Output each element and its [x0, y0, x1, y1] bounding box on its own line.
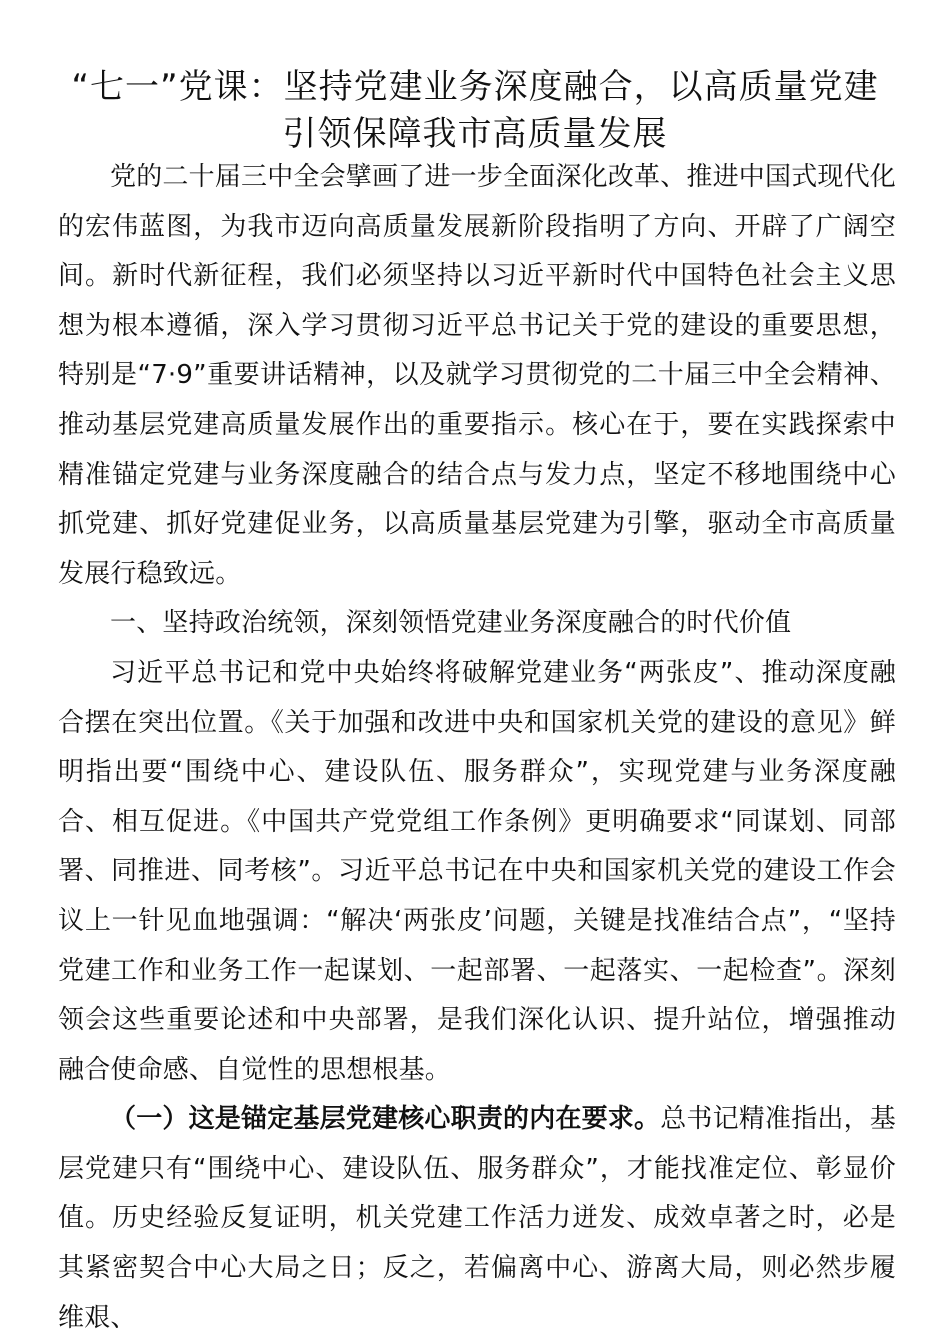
- section-heading: 一、坚持政治统领，深刻领悟党建业务深度融合的时代价值: [110, 608, 792, 639]
- intro-paragraph: 党的二十届三中全会擘画了进一步全面深化改革、推进中国式现代化的宏伟蓝图，为我市迈向高质量发展新阶段指明了方向、开辟了广阔空间。新时代新征程，我们必须坚持以习近平新时代中国特色社会主义思想为根本遵循，深入学习贯彻习近平总书记关于党的建设的重要思想，特别是“7·9”重要讲话精神，以及就学习贯彻党的二十届三中全会精神、推动基层党建高质量发展作出的重要指示。核心在于，要在实践探索中精准锚定党建与业务深度融合的结合点与发力点，坚定不移地围绕中心抓党建、抓好党建促业务，以高质量基层党建为引擎，驱动全市高质量发展行稳致远。: [58, 162, 897, 589]
- subsection-heading: （一）这是锚定基层党建核心职责的内在要求。: [110, 1104, 661, 1135]
- document-title-line-2: 引领保障我市高质量发展: [282, 114, 668, 154]
- subsection-text: 总书记精准指出，基层党建只有“围绕中心、建设队伍、服务群众”，才能找准定位、彰显价值。历史经验反复证明，机关党建工作活力迸发、成效卓著之时，必是其紧密契合中心大局之日；反之，若偏离中心、游离大局，则必然步履维艰、: [58, 1104, 897, 1333]
- document-body: [58, 153, 896, 1343]
- document-title-line-1: “七一”党课：坚持党建业务深度融合，以高质量党建: [71, 67, 879, 107]
- body-paragraph: 习近平总书记和党中央始终将破解党建业务“两张皮”、推动深度融合摆在突出位置。《关于加强和改进中央和国家机关党的建设的意见》鲜明指出要“围绕中心、建设队伍、服务群众”，实现党建与业务深度融合、相互促进。《中国共产党党组工作条例》更明确要求“同谋划、同部署、同推进、同考核”。习近平总书记在中央和国家机关党的建设工作会议上一针见血地强调：“解决‘两张皮’问题，关键是找准结合点”，“坚持党建工作和业务工作一起谋划、一起部署、一起落实、一起检查”。深刻领会这些重要论述和中央部署，是我们深化认识、提升站位，增强推动融合使命感、自觉性的思想根基。: [58, 657, 896, 1085]
- subsection-paragraph: [58, 1095, 896, 1343]
